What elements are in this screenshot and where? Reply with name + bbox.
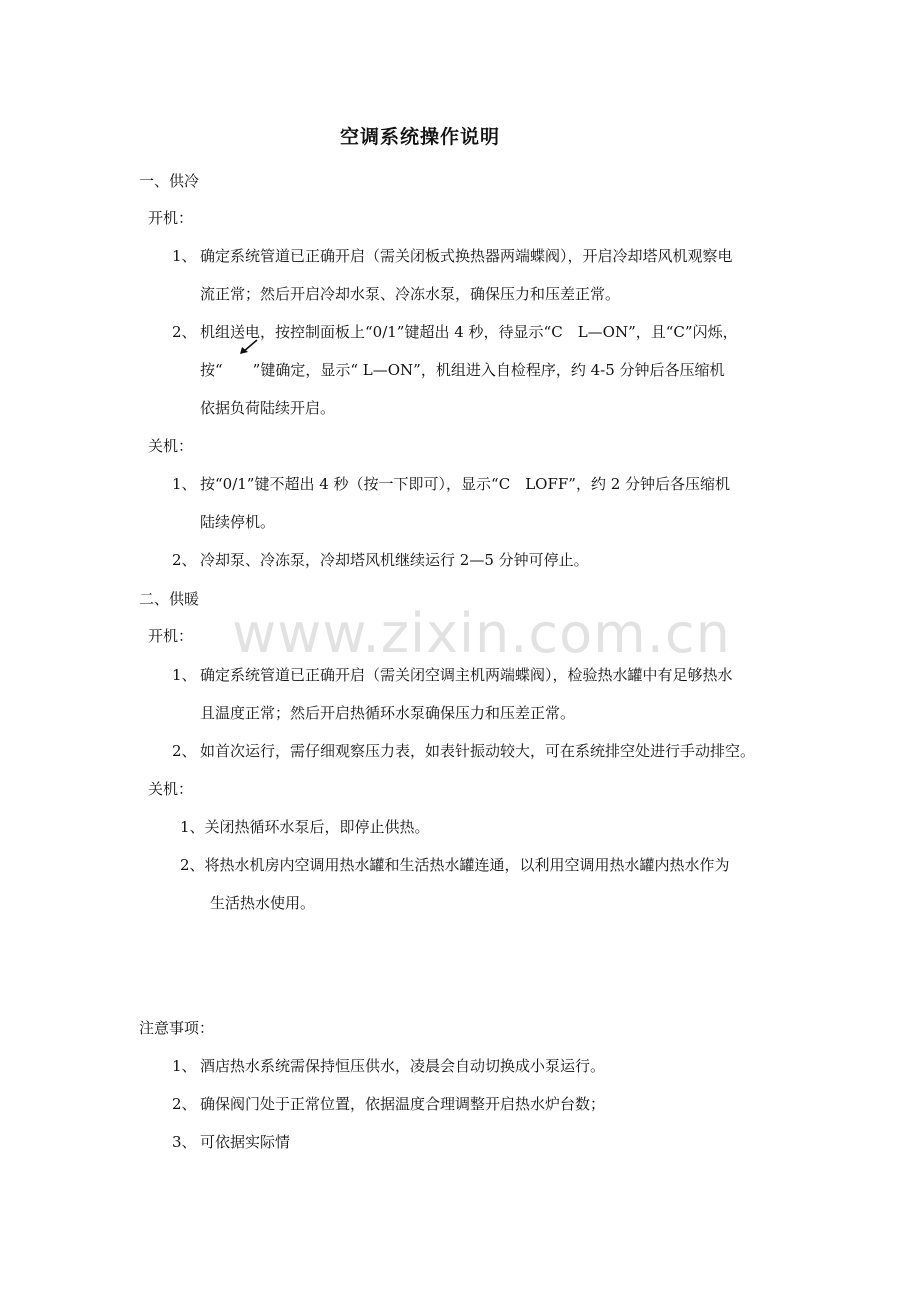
cooling-stop-item1-line1: 按“0/1”键不超出 4 秒（按一下即可），显示“C LOFF”，约 2 分钟后各压缩机 [200,475,731,493]
heating-start-item1-line2: 且温度正常；然后开启热循环水泵确保压力和压差正常。 [200,704,576,722]
heating-start-item2-line1: 如首次运行，需仔细观察压力表，如表针振动较大，可在系统排空处进行手动排空。 [200,742,756,760]
cooling-stop-item2-number: 2、 [172,551,197,569]
cooling-stop-label: 关机： [148,437,194,455]
cooling-start-item1-line2: 流正常；然后开启冷却水泵、冷冻水泵，确保压力和压差正常。 [200,285,621,303]
heating-stop-label: 关机： [148,780,194,798]
arrow-down-left-icon [238,338,260,356]
heating-stop-item2-line2: 生活热水使用。 [210,894,316,912]
cooling-stop-item1-number: 1、 [172,475,197,493]
heating-start-item1-line1: 确定系统管道已正确开启（需关闭空调主机两端蝶阀），检验热水罐中有足够热水 [200,666,733,684]
cooling-start-item2-number: 2、 [172,323,197,341]
notes-item2-number: 2、 [172,1095,197,1113]
notes-item3: 可依据实际情 [200,1133,291,1151]
notes-item1-number: 1、 [172,1057,197,1075]
notes-item3-number: 3、 [172,1133,197,1151]
heating-start-item1-number: 1、 [172,666,197,684]
notes-heading: 注意事项： [139,1019,215,1037]
cooling-start-item1-number: 1、 [172,247,197,265]
watermark: www.zixin.com.cn [232,602,731,665]
document-title: 空调系统操作说明 [339,126,500,148]
notes-item1: 酒店热水系统需保持恒压供水，凌晨会自动切换成小泵运行。 [200,1057,606,1075]
cooling-start-item2-line3: 依据负荷陆续开启。 [200,399,336,417]
cooling-stop-item2-line1: 冷却泵、冷冻泵，冷却塔风机继续运行 2—5 分钟可停止。 [200,551,589,569]
cooling-start-label: 开机： [148,209,194,227]
cooling-stop-item1-line2: 陆续停机。 [200,513,276,531]
section-heading-heating: 二、供暖 [139,590,200,608]
heating-stop-item1: 1、关闭热循环水泵后，即停止供热。 [180,818,430,836]
heating-start-item2-number: 2、 [172,742,197,760]
heating-stop-item2-line1: 2、将热水机房内空调用热水罐和生活热水罐连通，以利用空调用热水罐内热水作为 [180,856,730,874]
section-heading-cooling: 一、供冷 [139,172,200,190]
cooling-start-item2-line1: 机组送电，按控制面板上“0/1”键超出 4 秒，待显示“C L—ON”，且“C”闪烁， [200,323,738,341]
cooling-start-item1-line1: 确定系统管道已正确开启（需关闭板式换热器两端蝶阀），开启冷却塔风机观察电 [200,247,733,265]
cooling-start-item2-line2: 按“ ”键确定，显示“ L—ON”，机组进入自检程序，约 4-5 分钟后各压缩机 [200,361,725,379]
heating-start-label: 开机： [148,627,194,645]
notes-item2: 确保阀门处于正常位置，依据温度合理调整开启热水炉台数； [200,1095,606,1113]
